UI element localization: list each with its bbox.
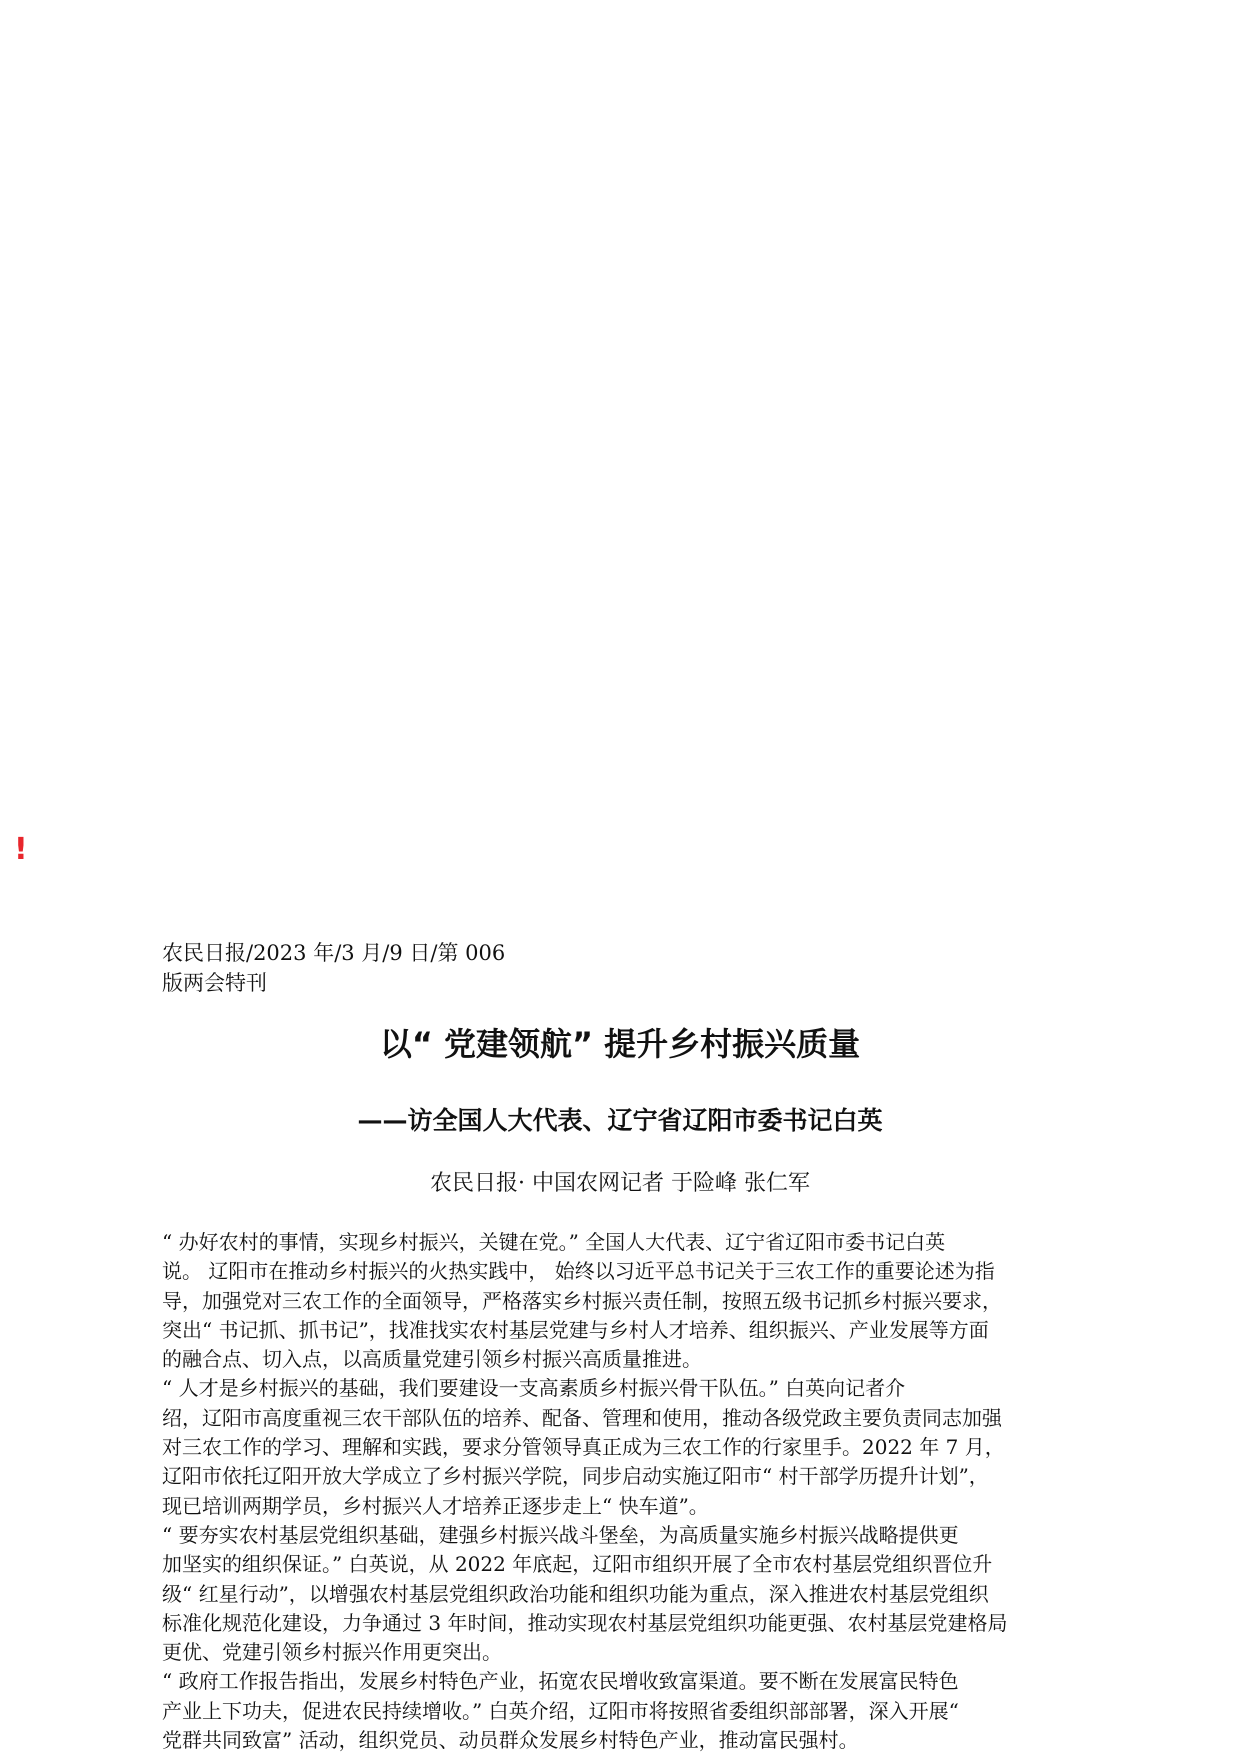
body-line: 辽阳市依托辽阳开放大学成立了乡村振兴学院，同步启动实施辽阳市“ 村干部学历提升计划”，	[162, 1464, 989, 1489]
body-line: “ 要夯实农村基层党组织基础，建强乡村振兴战斗堡垒，为高质量实施乡村振兴战略提供更	[162, 1522, 959, 1547]
body-line: 党群共同致富” 活动，组织党员、动员群众发展乡村特色产业，推动富民强村。	[162, 1728, 859, 1753]
source-citation	[162, 938, 722, 998]
article-title: 以“ 党建领航” 提升乡村振兴质量	[379, 1025, 861, 1063]
body-line: 的融合点、切入点，以高质量党建引领乡村振兴高质量推进。	[162, 1347, 702, 1372]
article-body	[162, 1228, 1092, 1755]
exclamation-mark: !	[14, 832, 28, 867]
body-line: 说。 辽阳市在推动乡村振兴的火热实践中， 始终以习近平总书记关于三农工作的重要论述为指	[162, 1259, 995, 1284]
article-byline: 农民日报· 中国农网记者 于险峰 张仁军	[430, 1171, 810, 1196]
source-line-1: 农民日报/2023 年/3 月/9 日/第 006	[162, 941, 506, 965]
body-line: 突出“ 书记抓、抓书记”，找准找实农村基层党建与乡村人才培养、组织振兴、产业发展等方面	[162, 1317, 989, 1342]
body-line: “ 人才是乡村振兴的基础，我们要建设一支高素质乡村振兴骨干队伍。” 白英向记者介	[162, 1376, 906, 1401]
body-line: 对三农工作的学习、理解和实践，要求分管领导真正成为三农工作的行家里手。2022 年 7 月，	[162, 1435, 1005, 1460]
source-line-2: 版两会特刊	[162, 971, 267, 995]
body-line: 产业上下功夫，促进农民持续增收。” 白英介绍，辽阳市将按照省委组织部部署，深入开展“	[162, 1698, 959, 1723]
body-line: “ 政府工作报告指出，发展乡村特色产业，拓宽农民增收致富渠道。要不断在发展富民特色	[162, 1669, 959, 1694]
body-line: 导，加强党对三农工作的全面领导，严格落实乡村振兴责任制，按照五级书记抓乡村振兴要求，	[162, 1288, 1002, 1313]
body-line: 级“ 红星行动”，以增强农村基层党组织政治功能和组织功能为重点，深入推进农村基层党组织	[162, 1581, 989, 1606]
body-line: 标准化规范化建设，力争通过 3 年时间，推动实现农村基层党组织功能更强、农村基层党建格局	[162, 1610, 1008, 1635]
body-line: 现已培训两期学员，乡村振兴人才培养正逐步走上“ 快车道”。	[162, 1493, 709, 1518]
body-line: 绍，辽阳市高度重视三农干部队伍的培养、配备、管理和使用，推动各级党政主要负责同志加强	[162, 1405, 1002, 1430]
article-subtitle: ——访全国人大代表、辽宁省辽阳市委书记白英	[357, 1106, 883, 1135]
body-line: 更优、党建引领乡村振兴作用更突出。	[162, 1640, 502, 1665]
body-line: “ 办好农村的事情，实现乡村振兴，关键在党。” 全国人大代表、辽宁省辽阳市委书记白英	[162, 1230, 946, 1254]
body-line: 加坚实的组织保证。” 白英说，从 2022 年底起，辽阳市组织开展了全市农村基层党组织晋位升	[162, 1552, 993, 1577]
